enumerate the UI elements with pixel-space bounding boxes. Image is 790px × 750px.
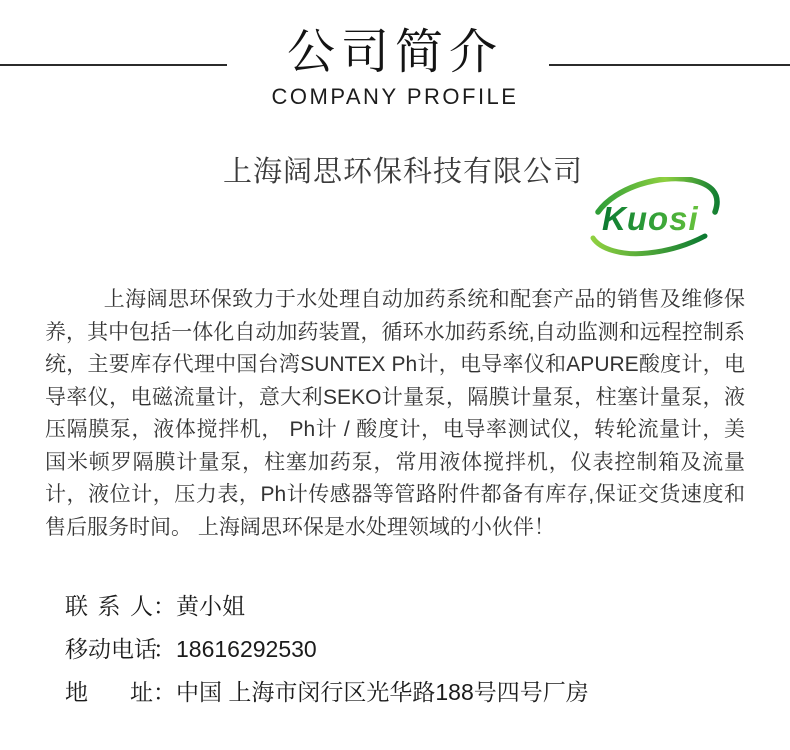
contact-colon: ：	[153, 593, 176, 619]
profile-paragraph: 上海阔思环保致力于水处理自动加药系统和配套产品的销售及维修保养，其中包括一体化自动加药装置，循环水加药系统,自动监测和远程控制系统，主要库存代理中国台湾SUNTEX Ph计，电导率仪和APURE酸度计，电导率仪，电磁流量计，意大利SEKO计量泵，隔膜计量泵，柱塞计量泵，液压隔膜泵，液体搅拌机， Ph计 / 酸度计，电导率测试仪，转轮流量计，美国米顿罗隔膜计量泵，柱塞加药泵，常用液体搅拌机，仪表控制箱及流量计，液位计，压力表，Ph计传感器等管路附件都备有库存,保证交货速度和售后服务时间。 上海阔思环保是水处理领域的小伙伴！	[45, 288, 745, 539]
contact-row-person	[65, 592, 725, 620]
page-title: 公司简介	[286, 24, 503, 80]
kuosi-logo-graphic	[588, 177, 728, 257]
company-name: 上海阔思环保科技有限公司	[222, 156, 583, 188]
contact-colon: ：	[153, 679, 176, 705]
contact-mobile-value: 18616292530	[176, 636, 317, 662]
contact-person-value: 黄小姐	[176, 593, 245, 619]
contact-row-address	[65, 678, 725, 706]
page-subtitle: COMPANY PROFILE	[271, 84, 519, 109]
logo-wordmark: Kuosi	[602, 200, 699, 237]
contact-label: 移动电话	[65, 636, 157, 662]
contact-label: 地址	[65, 679, 153, 705]
contact-row-mobile	[65, 635, 725, 663]
contact-address-value: 中国 上海市闵行区光华路188号四号厂房	[176, 679, 589, 705]
contact-info	[65, 592, 725, 721]
kuosi-logo	[588, 177, 728, 257]
contact-label: 联系人	[65, 593, 153, 619]
logo-swoosh-bottom	[593, 236, 705, 254]
contact-colon: ：	[153, 636, 176, 662]
